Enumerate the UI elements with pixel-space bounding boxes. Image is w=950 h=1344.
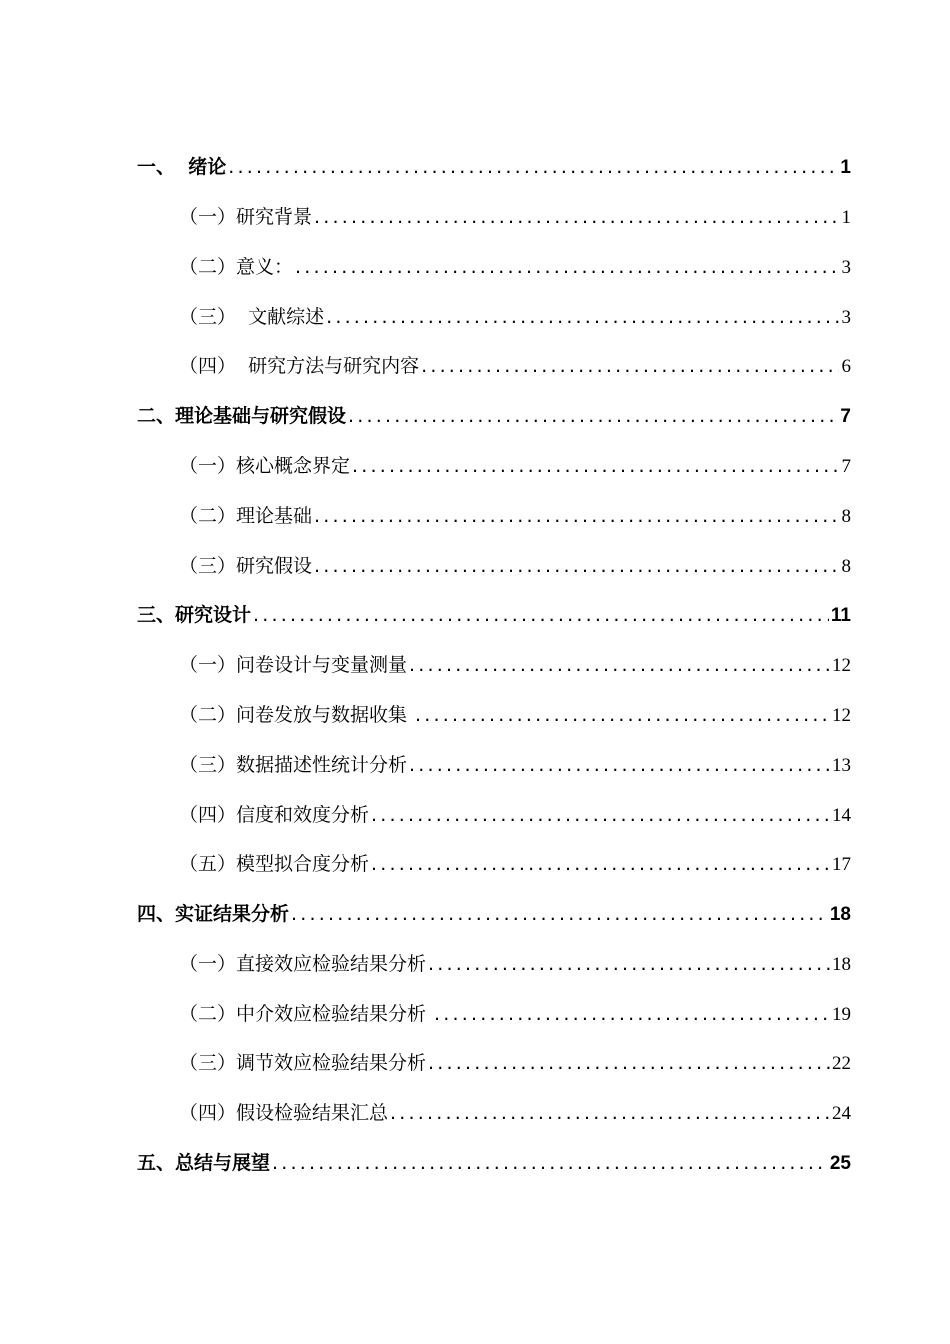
toc-entry-section[interactable] (179, 849, 851, 879)
toc-page-number: 12 (832, 705, 851, 726)
toc-entry-title: 三、研究设计 (137, 604, 252, 626)
toc-page-number: 17 (832, 854, 851, 875)
toc-entry-title: （一）直接效应检验结果分析 (179, 953, 427, 975)
toc-entry-section[interactable] (179, 252, 851, 282)
toc-page-number: 12 (832, 655, 851, 676)
toc-dot-leader (314, 501, 839, 531)
toc-entry-section[interactable] (179, 750, 851, 780)
toc-dot-leader (253, 600, 829, 630)
toc-entry-title: （五）模型拟合度分析 (179, 853, 370, 875)
toc-dot-leader (421, 351, 839, 381)
toc-dot-leader (314, 202, 839, 232)
toc-entry-title: 二、理论基础与研究假设 (137, 405, 347, 427)
toc-dot-leader (428, 949, 830, 979)
toc-entry-title: （二）理论基础 (179, 505, 313, 527)
toc-entry-title: （一）研究背景 (179, 206, 313, 228)
toc-page-number: 3 (841, 257, 851, 278)
toc-dot-leader (434, 999, 830, 1029)
toc-entry-section[interactable] (179, 800, 851, 830)
toc-page-number: 18 (829, 904, 851, 925)
toc-dot-leader (228, 152, 838, 182)
toc-dot-leader (314, 551, 839, 581)
toc-entry-title: （四） 研究方法与研究内容 (179, 355, 420, 377)
toc-dot-leader (415, 700, 830, 730)
toc-entry-section[interactable] (179, 451, 851, 481)
toc-dot-leader (428, 1048, 830, 1078)
toc-entry-section[interactable] (179, 1098, 851, 1128)
toc-entry-section[interactable] (179, 501, 851, 531)
toc-dot-leader (295, 252, 839, 282)
toc-entry-section[interactable] (179, 551, 851, 581)
toc-entry-title: （三）研究假设 (179, 555, 313, 577)
toc-entry-title: （二）问卷发放与数据收集 (179, 704, 414, 726)
toc-dot-leader (291, 899, 828, 929)
toc-dot-leader (326, 302, 839, 332)
toc-dot-leader (348, 401, 838, 431)
toc-page-number: 8 (841, 506, 851, 527)
toc-page-number: 11 (830, 605, 851, 626)
toc-entry-section[interactable] (179, 949, 851, 979)
toc-entry-section[interactable] (179, 351, 851, 381)
toc-page-number: 3 (841, 307, 851, 328)
toc-entry-title: （三）调节效应检验结果分析 (179, 1052, 427, 1074)
toc-entry-chapter-1[interactable] (137, 152, 851, 182)
toc-entry-chapter-2[interactable] (137, 401, 851, 431)
toc-entry-chapter-3[interactable] (137, 600, 851, 630)
toc-dot-leader (272, 1148, 828, 1178)
toc-entry-title: 五、总结与展望 (137, 1152, 271, 1174)
toc-page-number: 6 (841, 356, 851, 377)
toc-page-number: 1 (841, 207, 851, 228)
toc-entry-section[interactable] (179, 202, 851, 232)
toc-dot-leader (371, 800, 830, 830)
toc-entry-title: （三） 文献综述 (179, 306, 325, 328)
toc-dot-leader (409, 650, 830, 680)
toc-page-number: 14 (832, 805, 851, 826)
toc-page-number: 22 (832, 1053, 851, 1074)
toc-entry-chapter-5[interactable] (137, 1148, 851, 1178)
toc-entry-title: 四、实证结果分析 (137, 903, 290, 925)
toc-dot-leader (352, 451, 839, 481)
toc-page-number: 8 (841, 556, 851, 577)
toc-entry-chapter-4[interactable] (137, 899, 851, 929)
toc-page-number: 7 (841, 456, 851, 477)
toc-entry-section[interactable] (179, 302, 851, 332)
toc-entry-section[interactable] (179, 650, 851, 680)
toc-page-number: 18 (832, 954, 851, 975)
toc-dot-leader (409, 750, 830, 780)
toc-page-number: 19 (832, 1004, 851, 1025)
toc-entry-section[interactable] (179, 999, 851, 1029)
toc-entry-title: （一）核心概念界定 (179, 455, 351, 477)
toc-entry-title: 一、 绪论 (137, 156, 227, 178)
toc-page-number: 1 (840, 157, 851, 178)
toc-entry-title: （四）信度和效度分析 (179, 804, 370, 826)
toc-entry-section[interactable] (179, 1048, 851, 1078)
toc-page-number: 7 (840, 406, 851, 427)
toc-entry-title: （一）问卷设计与变量测量 (179, 654, 408, 676)
toc-entry-title: （二）中介效应检验结果分析 (179, 1003, 433, 1025)
toc-dot-leader (371, 849, 830, 879)
toc-entry-title: （四）假设检验结果汇总 (179, 1102, 389, 1124)
toc-entry-title: （三）数据描述性统计分析 (179, 754, 408, 776)
toc-entry-section[interactable] (179, 700, 851, 730)
toc-page-number: 24 (832, 1103, 851, 1124)
toc-dot-leader (390, 1098, 830, 1128)
toc-entry-title: （二）意义： (179, 256, 294, 278)
toc-page-number: 25 (829, 1153, 851, 1174)
toc-page-number: 13 (832, 755, 851, 776)
